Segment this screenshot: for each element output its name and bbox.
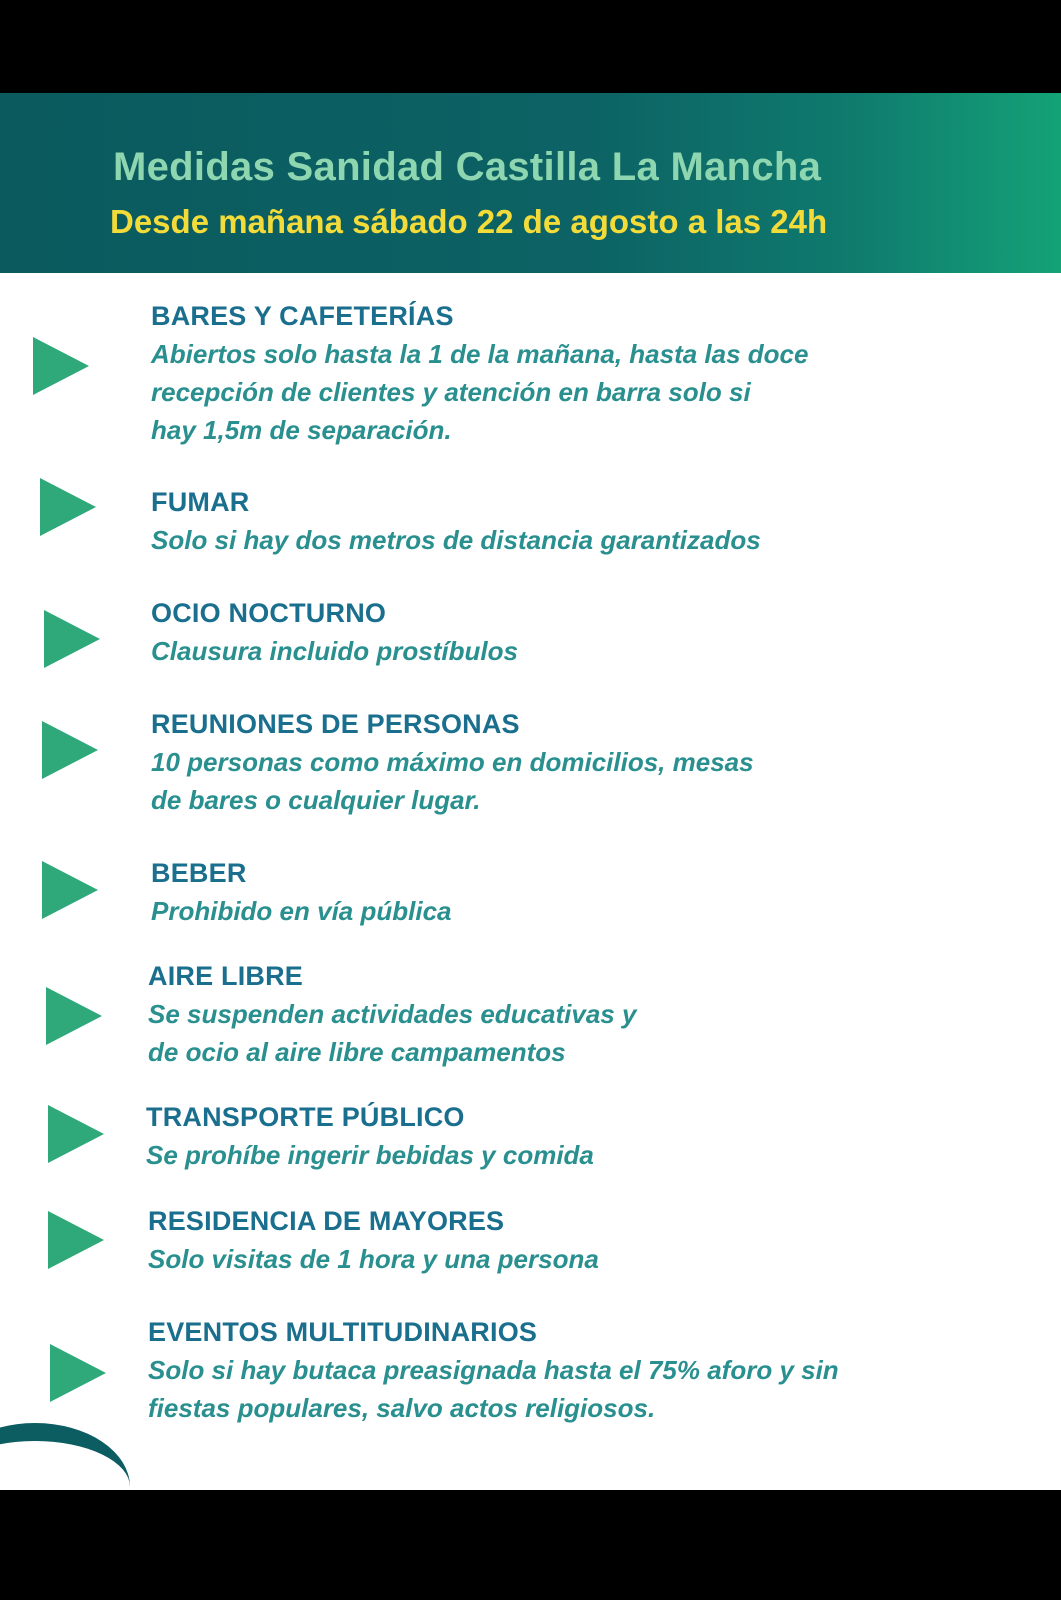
item-desc-line: Solo si hay dos metros de distancia garantizados	[151, 525, 761, 555]
item-desc-line: Clausura incluido prostíbulos	[151, 636, 518, 666]
item-desc-line: Prohibido en vía pública	[151, 896, 452, 926]
item-heading: BARES Y CAFETERÍAS	[151, 301, 454, 331]
play-arrow-icon	[48, 1105, 104, 1163]
item-desc-line: 10 personas como máximo en domicilios, mesas	[151, 747, 754, 777]
item-desc-line: fiestas populares, salvo actos religiosos.	[148, 1393, 656, 1423]
play-arrow-icon	[44, 610, 100, 668]
item-desc-line: Abiertos solo hasta la 1 de la mañana, hasta las doce	[151, 339, 809, 369]
header-banner	[0, 93, 1061, 273]
item-heading: REUNIONES DE PERSONAS	[151, 709, 520, 739]
play-arrow-icon	[50, 1344, 106, 1402]
item-desc-line: Se suspenden actividades educativas y	[148, 999, 637, 1029]
item-desc-line: de bares o cualquier lugar.	[151, 785, 481, 815]
play-arrow-icon	[42, 861, 98, 919]
item-desc-line: de ocio al aire libre campamentos	[148, 1037, 566, 1067]
decorative-corner-swoosh	[0, 1423, 130, 1490]
item-heading: FUMAR	[151, 487, 250, 517]
item-heading: OCIO NOCTURNO	[151, 598, 387, 628]
play-arrow-icon	[48, 1211, 104, 1269]
page-subtitle: Desde mañana sábado 22 de agosto a las 24h	[110, 203, 828, 240]
play-arrow-icon	[40, 478, 96, 536]
item-heading: BEBER	[151, 858, 247, 888]
poster	[0, 93, 1061, 1490]
play-arrow-icon	[33, 337, 89, 395]
item-heading: TRANSPORTE PÚBLICO	[146, 1102, 465, 1132]
item-heading: EVENTOS MULTITUDINARIOS	[148, 1317, 538, 1347]
item-desc-line: hay 1,5m de separación.	[151, 415, 452, 445]
item-heading: AIRE LIBRE	[148, 961, 304, 991]
item-desc-line: recepción de clientes y atención en barra solo si	[151, 377, 751, 407]
page-title: Medidas Sanidad Castilla La Mancha	[113, 145, 822, 189]
play-arrow-icon	[42, 721, 98, 779]
item-desc-line: Solo visitas de 1 hora y una persona	[148, 1244, 599, 1274]
play-arrow-icon	[46, 987, 102, 1045]
item-heading: RESIDENCIA DE MAYORES	[148, 1206, 505, 1236]
item-desc-line: Se prohíbe ingerir bebidas y comida	[146, 1140, 594, 1170]
item-desc-line: Solo si hay butaca preasignada hasta el 75% aforo y sin	[148, 1355, 839, 1385]
